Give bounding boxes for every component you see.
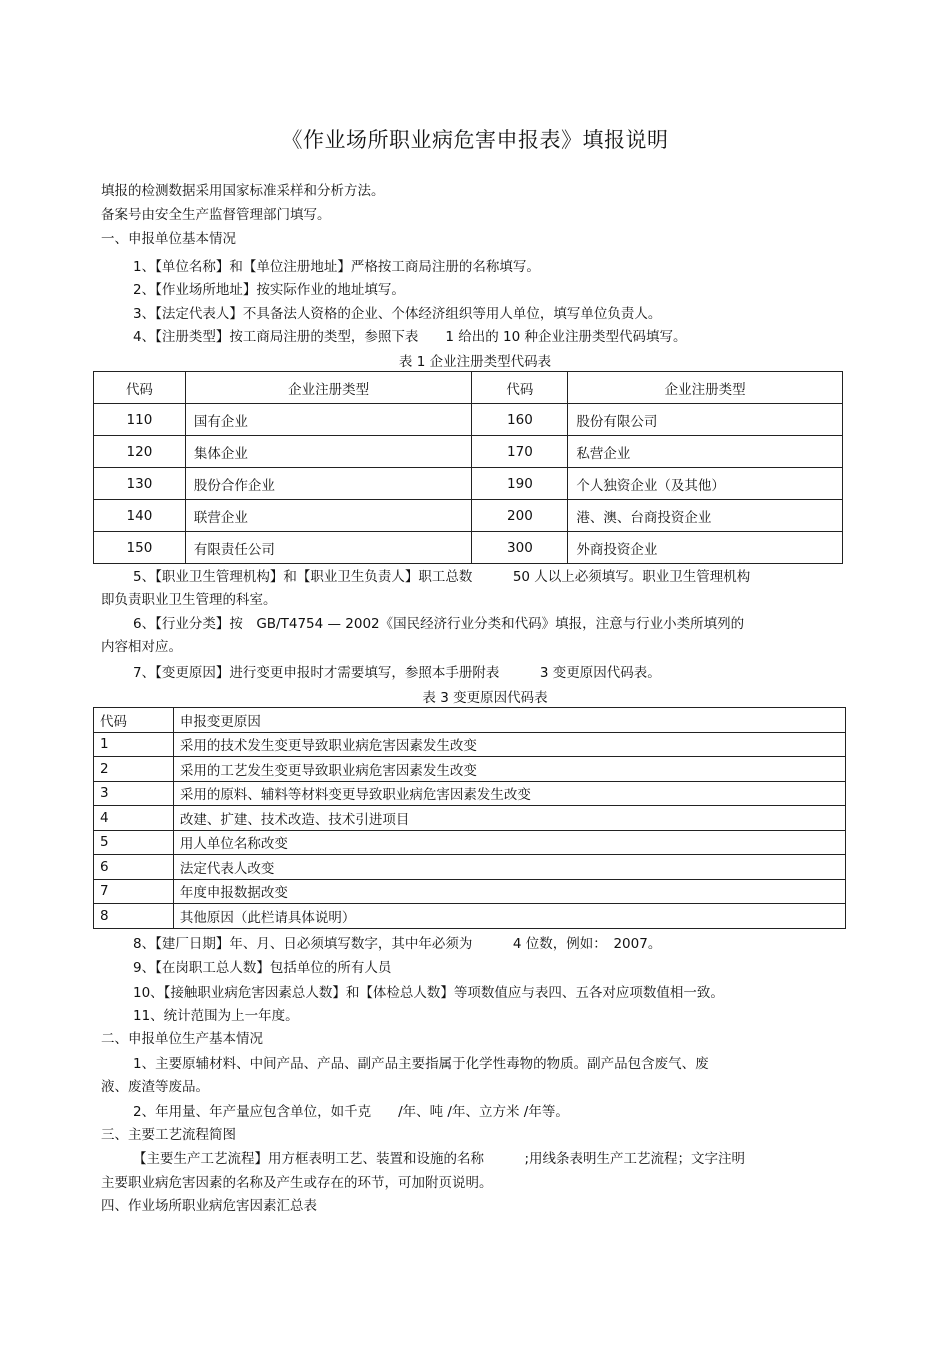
- code-cell: 140: [94, 500, 186, 532]
- item-5-line-1: 5、【职业卫生管理机构】和【职业卫生负责人】职工总数 50 人以上必须填写。职业卫生管理机构: [133, 569, 751, 585]
- reason-cell: 采用的原料、辅料等材料变更导致职业病危害因素发生改变: [173, 781, 845, 806]
- header-cell: 企业注册类型: [568, 372, 843, 404]
- section2-line-1: 1、主要原辅材料、中间产品、产品、副产品主要指属于化学性毒物的物质。副产品包含废气、废: [133, 1056, 709, 1072]
- table-row: [94, 732, 846, 757]
- type-cell: 有限责任公司: [185, 532, 472, 564]
- code-cell: 190: [472, 468, 568, 500]
- type-cell: 国有企业: [185, 404, 472, 436]
- reason-cell: 其他原因（此栏请具体说明）: [173, 904, 845, 929]
- section1-heading: 一、申报单位基本情况: [101, 231, 236, 247]
- section1-item-4: 4、【注册类型】按工商局注册的类型，参照下表 1 给出的 10 种企业注册类型代码填写。: [133, 329, 687, 345]
- section3-line-2: 主要职业病危害因素的名称及产生或存在的环节，可加附页说明。: [101, 1175, 493, 1191]
- section3-line-1: 【主要生产工艺流程】用方框表明工艺、装置和设施的名称 ;用线条表明生产工艺流程；文字注明: [133, 1151, 746, 1167]
- reason-cell: 改建、扩建、技术改造、技术引进项目: [173, 806, 845, 831]
- type-cell: 联营企业: [185, 500, 472, 532]
- type-cell: 个人独资企业（及其他）: [568, 468, 843, 500]
- table-row: [94, 757, 846, 782]
- table-row: [94, 781, 846, 806]
- type-cell: 港、澳、台商投资企业: [568, 500, 843, 532]
- table-row: [94, 532, 843, 564]
- reason-cell: 用人单位名称改变: [173, 830, 845, 855]
- code-cell: 8: [94, 904, 174, 929]
- code-cell: 7: [94, 879, 174, 904]
- item-6-line-2: 内容相对应。: [101, 639, 182, 655]
- table-row: [94, 468, 843, 500]
- table-row: [94, 806, 846, 831]
- section2-heading: 二、申报单位生产基本情况: [101, 1031, 263, 1047]
- header-cell: 代码: [472, 372, 568, 404]
- item-6-line-1: 6、【行业分类】按 GB/T4754 — 2002《国民经济行业分类和代码》填报，注意与行业小类所填列的: [133, 616, 745, 632]
- section2-line-2: 液、废渣等废品。: [101, 1079, 209, 1095]
- section2-line-3: 2、年用量、年产量应包含单位，如千克 /年、吨 /年、立方米 /年等。: [133, 1104, 569, 1120]
- table-row: [94, 855, 846, 880]
- code-cell: 130: [94, 468, 186, 500]
- header-cell: 企业注册类型: [185, 372, 472, 404]
- type-cell: 股份有限公司: [568, 404, 843, 436]
- type-cell: 股份合作企业: [185, 468, 472, 500]
- item-10-line: 10、【接触职业病危害因素总人数】和【体检总人数】等项数值应与表四、五各对应项数值相一致。: [133, 985, 724, 1001]
- intro-line-2: 备案号由安全生产监督管理部门填写。: [101, 207, 331, 223]
- code-cell: 110: [94, 404, 186, 436]
- item-11-line: 11、统计范围为上一年度。: [133, 1008, 299, 1024]
- table-row: [94, 404, 843, 436]
- item-8-line: 8、【建厂日期】年、月、日必须填写数字，其中年必须为 4 位数，例如： 2007。: [133, 936, 662, 952]
- table-row: [94, 436, 843, 468]
- header-cell: 申报变更原因: [173, 708, 845, 733]
- code-cell: 200: [472, 500, 568, 532]
- section1-item-2: 2、【作业场所地址】按实际作业的地址填写。: [133, 282, 405, 298]
- table-row: [94, 830, 846, 855]
- code-cell: 300: [472, 532, 568, 564]
- table-header-row: [94, 708, 846, 733]
- code-cell: 120: [94, 436, 186, 468]
- type-cell: 集体企业: [185, 436, 472, 468]
- reason-cell: 采用的技术发生变更导致职业病危害因素发生改变: [173, 732, 845, 757]
- section3-heading: 三、主要工艺流程简图: [101, 1127, 236, 1143]
- table-row: [94, 904, 846, 929]
- item-7-line: 7、【变更原因】进行变更申报时才需要填写，参照本手册附表 3 变更原因代码表。: [133, 665, 661, 681]
- code-cell: 1: [94, 732, 174, 757]
- code-cell: 4: [94, 806, 174, 831]
- header-cell: 代码: [94, 372, 186, 404]
- reason-cell: 采用的工艺发生变更导致职业病危害因素发生改变: [173, 757, 845, 782]
- header-cell: 代码: [94, 708, 174, 733]
- code-cell: 170: [472, 436, 568, 468]
- page-title: 《作业场所职业病危害申报表》填报说明: [281, 128, 669, 152]
- code-cell: 5: [94, 830, 174, 855]
- section4-heading: 四、作业场所职业病危害因素汇总表: [101, 1198, 317, 1214]
- table1-caption: 表 1 企业注册类型代码表: [398, 354, 552, 370]
- table3-caption: 表 3 变更原因代码表: [422, 690, 548, 706]
- reason-cell: 法定代表人改变: [173, 855, 845, 880]
- code-cell: 160: [472, 404, 568, 436]
- section1-item-1: 1、【单位名称】和【单位注册地址】严格按工商局注册的名称填写。: [133, 259, 540, 275]
- registration-type-table: [93, 371, 843, 564]
- code-cell: 2: [94, 757, 174, 782]
- code-cell: 6: [94, 855, 174, 880]
- item-5-line-2: 即负责职业卫生管理的科室。: [101, 592, 277, 608]
- code-cell: 150: [94, 532, 186, 564]
- table-row: [94, 879, 846, 904]
- section1-item-3: 3、【法定代表人】不具备法人资格的企业、个体经济组织等用人单位，填写单位负责人。: [133, 306, 662, 322]
- type-cell: 私营企业: [568, 436, 843, 468]
- table-row: [94, 500, 843, 532]
- item-9-line: 9、【在岗职工总人数】包括单位的所有人员: [133, 960, 392, 976]
- reason-cell: 年度申报数据改变: [173, 879, 845, 904]
- type-cell: 外商投资企业: [568, 532, 843, 564]
- intro-line-1: 填报的检测数据采用国家标准采样和分析方法。: [101, 183, 385, 199]
- table-header-row: [94, 372, 843, 404]
- change-reason-table: [93, 707, 846, 929]
- code-cell: 3: [94, 781, 174, 806]
